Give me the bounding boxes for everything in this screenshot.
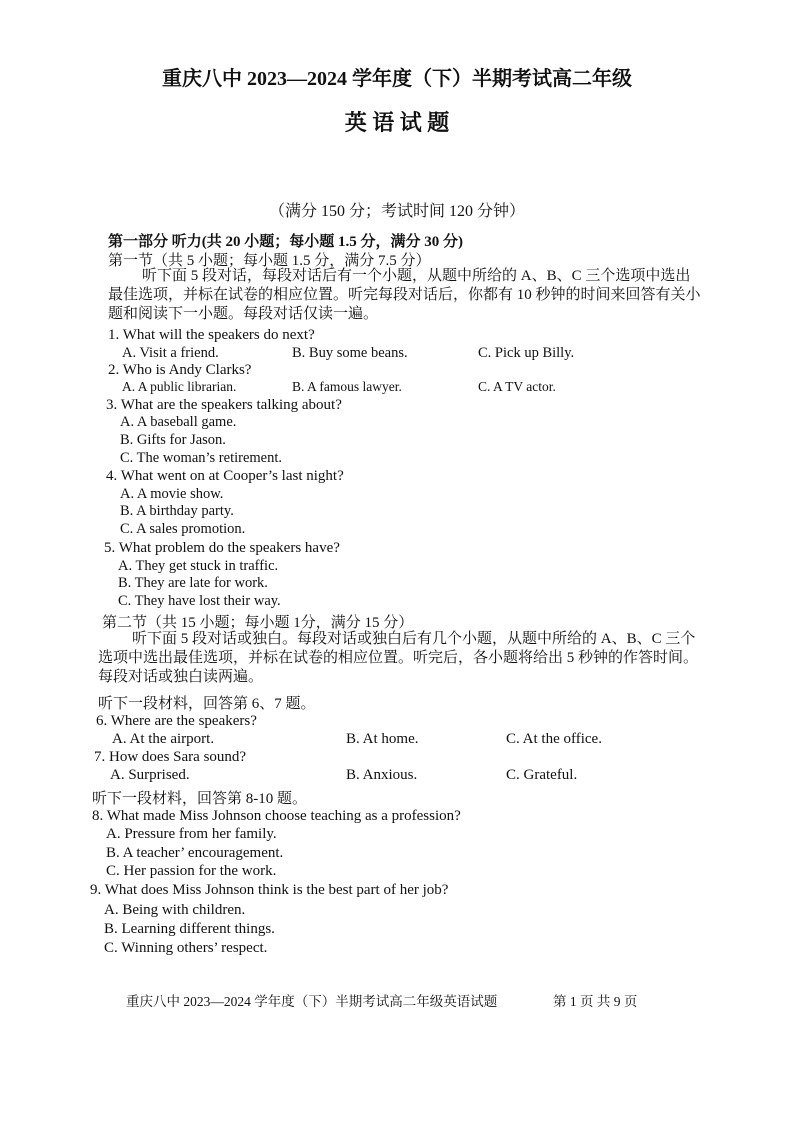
- question-2-stem: 2. Who is Andy Clarks?: [108, 362, 252, 378]
- question-1-option-a: A. Visit a friend.: [122, 345, 219, 361]
- question-3-option-b: B. Gifts for Jason.: [120, 432, 226, 448]
- section2-instructions: 听下面 5 段对话或独白。每段对话或独白后有几个小题，从题中所给的 A、B、C 三个选项中选出最佳选项，并标在试卷的相应位置。听完后，各小题将给出 5 秒钟的作答时间。每段对话或独白读两遍。: [98, 631, 699, 685]
- question-3-option-a: A. A baseball game.: [120, 414, 237, 430]
- question-5-option-b: B. They are late for work.: [118, 575, 268, 591]
- question-8-option-b: B. A teacher’ encouragement.: [106, 845, 284, 861]
- footer-title: 重庆八中 2023—2024 学年度（下）半期考试高二年级英语试题: [126, 994, 498, 1009]
- question-4-stem: 4. What went on at Cooper’s last night?: [106, 468, 344, 484]
- exam-title: 重庆八中 2023—2024 学年度（下）半期考试高二年级: [162, 68, 632, 90]
- question-6-option-b: B. At home.: [346, 731, 419, 747]
- question-3-stem: 3. What are the speakers talking about?: [106, 397, 342, 413]
- question-6-option-a: A. At the airport.: [112, 731, 215, 747]
- question-5-option-c: C. They have lost their way.: [118, 593, 281, 609]
- section1-instructions: 听下面 5 段对话，每段对话后有一个小题，从题中所给的 A、B、C 三个选项中选出最佳选项，并标在试卷的相应位置。听完每段对话后，你都有 10 秒钟的时间来回答有关小题和阅读下一小题。每段对话仅读一遍。: [108, 268, 701, 322]
- question-9-stem: 9. What does Miss Johnson think is the best part of her job?: [90, 882, 449, 898]
- question-9-option-c: C. Winning others’ respect.: [104, 940, 268, 956]
- question-9-option-b: B. Learning different things.: [104, 921, 275, 937]
- question-1-option-b: B. Buy some beans.: [292, 345, 408, 361]
- question-5-option-a: A. They get stuck in traffic.: [118, 558, 279, 574]
- section1-title: 第一节（共 5 小题；每小题 1.5 分，满分 7.5 分）: [108, 253, 431, 269]
- note-8-10: 听下一段材料，回答第 8-10 题。: [92, 791, 307, 807]
- page-number: 第 1 页 共 9 页: [553, 994, 638, 1009]
- question-1-option-c: C. Pick up Billy.: [478, 345, 575, 361]
- part1-title: 第一部分 听力(共 20 小题；每小题 1.5 分，满分 30 分): [108, 234, 463, 250]
- question-4-option-c: C. A sales promotion.: [120, 521, 246, 537]
- question-6-stem: 6. Where are the speakers?: [96, 713, 257, 729]
- question-7-option-a: A. Surprised.: [110, 767, 190, 783]
- question-8-option-a: A. Pressure from her family.: [106, 826, 277, 842]
- question-4-option-a: A. A movie show.: [120, 486, 224, 502]
- question-2-option-c: C. A TV actor.: [478, 379, 556, 394]
- score-info: （满分 150 分；考试时间 120 分钟）: [268, 203, 525, 220]
- question-5-stem: 5. What problem do the speakers have?: [104, 540, 340, 556]
- question-4-option-b: B. A birthday party.: [120, 503, 234, 519]
- question-7-option-c: C. Grateful.: [506, 767, 578, 783]
- question-7-option-b: B. Anxious.: [346, 767, 418, 783]
- question-9-option-a: A. Being with children.: [104, 902, 246, 918]
- question-8-option-c: C. Her passion for the work.: [106, 863, 277, 879]
- question-1-stem: 1. What will the speakers do next?: [108, 327, 315, 343]
- question-7-stem: 7. How does Sara sound?: [94, 749, 247, 765]
- question-8-stem: 8. What made Miss Johnson choose teaching as a profession?: [92, 808, 461, 824]
- question-2-option-b: B. A famous lawyer.: [292, 379, 402, 394]
- subject-title: 英 语 试 题: [344, 110, 450, 135]
- note-6-7: 听下一段材料，回答第 6、7 题。: [98, 696, 316, 712]
- question-2-option-a: A. A public librarian.: [122, 379, 237, 394]
- question-6-option-c: C. At the office.: [506, 731, 602, 747]
- section2-title: 第二节（共 15 小题；每小题 1分，满分 15 分）: [102, 615, 414, 631]
- question-3-option-c: C. The woman’s retirement.: [120, 450, 283, 466]
